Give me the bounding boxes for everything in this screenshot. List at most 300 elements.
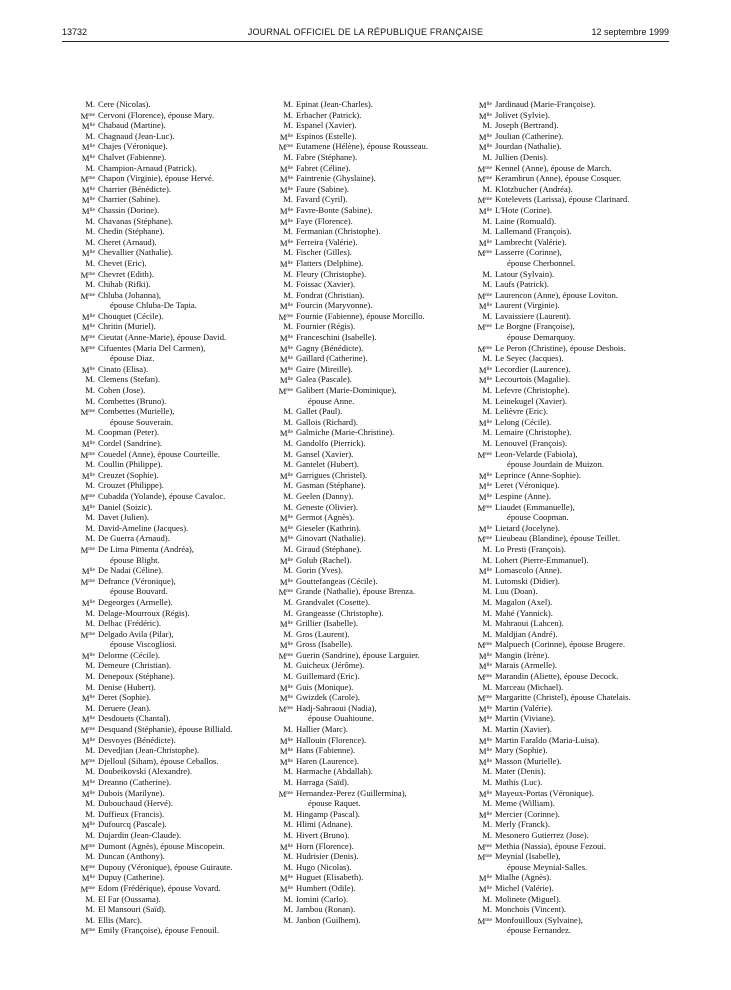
- civility-title: M.: [85, 607, 95, 618]
- civility-title: $M^{lle}$: [478, 714, 492, 725]
- person-name: Hallier (Marc).: [296, 724, 349, 735]
- person-name: Jolivet (Sylvie).: [495, 109, 550, 120]
- person-name: Dujardin (Jean-Claude).: [98, 829, 182, 840]
- list-item: [80, 862, 232, 873]
- person-name: Chabaud (Martine).: [98, 120, 166, 131]
- person-name: Laine (Romuald).: [495, 215, 557, 226]
- civility-title: M.: [482, 829, 492, 840]
- list-item: [278, 586, 428, 597]
- person-name: Michel (Valérie).: [495, 882, 554, 893]
- person-name: Marceau (Michael).: [495, 681, 564, 692]
- list-item: [278, 629, 428, 640]
- list-item: [80, 269, 232, 280]
- married-name: épouse Raquet.: [308, 798, 361, 809]
- civility-title: $M^{lle}$: [81, 311, 95, 322]
- list-item: [278, 163, 428, 174]
- person-name: Kennel (Anne), épouse de March.: [495, 162, 612, 173]
- person-name: Espanel (Xavier).: [296, 120, 357, 131]
- person-name: Gaillard (Catherine).: [296, 353, 368, 364]
- person-name: Dubois (Marilyne).: [98, 787, 165, 798]
- civility-title: $M^{lle}$: [478, 661, 492, 672]
- married-name: épouse Viscogliosi.: [110, 639, 177, 650]
- civility-title: $M^{lle}$: [81, 778, 95, 788]
- person-name: Eutamene (Hélène), épouse Rousseau.: [296, 141, 428, 152]
- civility-title: $M^{me}$: [477, 672, 492, 683]
- person-name: Marais (Armelle).: [495, 660, 558, 671]
- civility-title: $M^{lle}$: [478, 883, 492, 894]
- list-item: [80, 247, 232, 258]
- person-name: Desdouets (Chantal).: [98, 713, 171, 724]
- civility-title: $M^{lle}$: [478, 650, 492, 661]
- person-name: Dufourcq (Pascale).: [98, 819, 167, 830]
- person-name: Grande (Nathalie), épouse Brenza.: [296, 586, 416, 597]
- list-item: [80, 925, 232, 936]
- person-name: Espinos (Estelle).: [296, 130, 357, 141]
- list-item: [80, 904, 232, 915]
- list-item: [278, 692, 428, 703]
- person-name: Klotzbucher (Andréa).: [495, 183, 573, 194]
- civility-title: $M^{me}$: [80, 841, 95, 852]
- civility-title: $M^{me}$: [477, 195, 492, 206]
- civility-title: M.: [482, 596, 492, 607]
- civility-title: $M^{lle}$: [81, 152, 95, 163]
- person-name: Jardinaud (Marie-Françoise).: [495, 99, 596, 109]
- list-item: [80, 703, 232, 714]
- person-name: Fischer (Gilles).: [296, 247, 352, 258]
- person-name: Chevret (Edith).: [98, 268, 154, 279]
- civility-title: M.: [85, 671, 95, 682]
- list-item: [278, 608, 428, 619]
- civility-title: $M^{lle}$: [478, 110, 492, 121]
- list-item: [80, 449, 232, 460]
- list-item: [278, 364, 428, 375]
- person-name: Hugo (Nicolas).: [296, 861, 352, 872]
- person-name: Cieutat (Anne-Marie), épouse David.: [98, 332, 227, 343]
- list-item: [477, 586, 631, 597]
- list-item: [477, 110, 631, 121]
- civility-title: $M^{lle}$: [81, 873, 95, 884]
- list-item: [278, 321, 428, 332]
- list-item: [80, 766, 232, 777]
- person-name: Hudrisier (Denis).: [296, 851, 359, 862]
- married-name: épouse Coopman.: [507, 512, 569, 523]
- list-item: [80, 491, 232, 502]
- person-name: Fleury (Christophe).: [296, 268, 367, 279]
- civility-title: $M^{lle}$: [279, 163, 293, 174]
- person-name: Lambrecht (Valérie).: [495, 236, 567, 247]
- civility-title: $M^{me}$: [80, 576, 95, 587]
- civility-title: $M^{lle}$: [478, 481, 492, 492]
- person-name: Liaudet (Emmanuelle),: [495, 501, 575, 512]
- person-name: Emily (Françoise), épouse Fenouil.: [98, 925, 220, 936]
- civility-title: M.: [482, 575, 492, 586]
- civility-title: $M^{lle}$: [279, 470, 293, 481]
- list-item: [477, 798, 631, 809]
- civility-title: M.: [85, 766, 95, 777]
- civility-title: M.: [283, 628, 293, 639]
- list-item: [278, 777, 428, 788]
- civility-title: $M^{lle}$: [81, 322, 95, 333]
- list-item: [80, 777, 232, 788]
- person-name: Joulian (Catherine).: [495, 130, 564, 141]
- list-item: [278, 427, 428, 438]
- person-name: Delbac (Frédéric).: [98, 618, 161, 629]
- list-item: [477, 830, 631, 841]
- list-item: [80, 480, 232, 491]
- person-name: Hadj-Sahraoui (Nadia),: [296, 702, 377, 713]
- civility-title: $M^{me}$: [80, 883, 95, 894]
- list-item: [278, 385, 428, 396]
- list-item: [80, 321, 232, 332]
- civility-title: M.: [482, 724, 492, 735]
- person-name: Flatters (Delphine).: [296, 257, 364, 268]
- civility-title: $M^{lle}$: [478, 703, 492, 714]
- married-name: épouse Blight.: [110, 554, 160, 565]
- list-item: [80, 798, 232, 809]
- married-name: épouse Souverain.: [110, 416, 174, 427]
- list-item: [278, 618, 428, 629]
- civility-title: $M^{lle}$: [81, 121, 95, 132]
- person-name: Delorme (Cécile).: [98, 649, 161, 660]
- person-name: Mercier (Corinne).: [495, 808, 560, 819]
- person-name: Favre-Bonte (Sabine).: [296, 204, 373, 215]
- civility-title: M.: [482, 120, 492, 131]
- person-name: Faure (Sabine).: [296, 183, 349, 194]
- married-name: épouse Ouahioune.: [308, 713, 374, 724]
- list-item: [477, 819, 631, 830]
- civility-title: M.: [482, 554, 492, 565]
- civility-title: M.: [283, 766, 293, 777]
- person-name: Gross (Isabelle).: [296, 639, 353, 650]
- list-item: [278, 438, 428, 449]
- civility-title: M.: [85, 459, 95, 470]
- person-name: Davet (Julien).: [98, 512, 150, 523]
- civility-title: M.: [85, 522, 95, 533]
- civility-title: $M^{lle}$: [478, 417, 492, 428]
- list-item: [278, 671, 428, 682]
- person-name: Chevet (Eric).: [98, 257, 147, 268]
- list-item: [477, 735, 631, 746]
- list-item: [278, 480, 428, 491]
- list-item: [278, 639, 428, 650]
- list-item: [278, 258, 428, 269]
- civility-title: M.: [482, 406, 492, 417]
- person-name: Chalvet (Fabienne).: [98, 151, 167, 162]
- list-item: [278, 141, 428, 152]
- civility-title: $M^{me}$: [477, 174, 492, 185]
- list-item: [80, 512, 232, 523]
- civility-title: M.: [283, 671, 293, 682]
- list-item: [477, 247, 631, 258]
- person-name: Mary (Sophie).: [495, 745, 548, 756]
- person-name: David-Ameline (Jacques).: [98, 522, 189, 533]
- civility-title: M.: [85, 162, 95, 173]
- person-name: Chapon (Virginie), épouse Hervé.: [98, 173, 215, 184]
- civility-title: M.: [85, 851, 95, 862]
- person-name: Degeorges (Armelle).: [98, 596, 173, 607]
- list-item: [80, 650, 232, 661]
- person-name: Fournie (Fabienne), épouse Morcillo.: [296, 310, 425, 321]
- list-item: [477, 406, 631, 417]
- person-name: Chritin (Muriel).: [98, 321, 156, 332]
- civility-title: $M^{lle}$: [81, 597, 95, 608]
- list-item: [477, 427, 631, 438]
- person-name: Malpuech (Corinne), épouse Brugere.: [495, 639, 626, 650]
- person-name: Meme (William).: [495, 798, 555, 809]
- person-name: Lavaissiere (Laurent).: [495, 310, 571, 321]
- list-item: [80, 131, 232, 142]
- person-name: Fondrat (Christian).: [296, 289, 365, 300]
- civility-title: M.: [85, 893, 95, 904]
- list-item: [80, 915, 232, 926]
- person-name: Duncan (Anthony).: [98, 851, 165, 862]
- civility-title: M.: [85, 395, 95, 406]
- civility-title: M.: [283, 99, 293, 109]
- civility-title: $M^{lle}$: [81, 184, 95, 195]
- person-name: Dupouy (Véronique), épouse Guiraute.: [98, 861, 233, 872]
- header-rule: [62, 41, 669, 42]
- person-name: Galibert (Marie-Dominique),: [296, 385, 397, 396]
- list-item: [477, 226, 631, 237]
- person-name: Guis (Monique).: [296, 681, 354, 692]
- civility-title: $M^{me}$: [477, 502, 492, 513]
- person-name: Latour (Sylvain).: [495, 268, 555, 279]
- civility-title: $M^{lle}$: [478, 746, 492, 757]
- civility-title: $M^{lle}$: [279, 873, 293, 884]
- list-item: [80, 184, 232, 195]
- person-name: Charrier (Sabine).: [98, 194, 161, 205]
- list-item: [477, 364, 631, 375]
- civility-title: $M^{lle}$: [279, 258, 293, 269]
- list-item: [80, 258, 232, 269]
- person-name: Harmache (Abdallah).: [296, 766, 373, 777]
- civility-title: M.: [482, 215, 492, 226]
- civility-title: $M^{lle}$: [81, 248, 95, 259]
- civility-title: M.: [283, 321, 293, 332]
- list-item: [80, 894, 232, 905]
- list-item: [80, 110, 232, 121]
- list-item: [477, 533, 631, 544]
- civility-title: $M^{me}$: [80, 862, 95, 873]
- civility-title: M.: [482, 798, 492, 809]
- list-item: [477, 396, 631, 407]
- person-name: Lefevre (Christophe).: [495, 385, 570, 396]
- person-name: Guillemard (Eric).: [296, 671, 360, 682]
- civility-title: M.: [283, 501, 293, 512]
- list-item: [80, 629, 232, 640]
- name-column-2: [278, 99, 428, 925]
- person-name: Gantelet (Hubert).: [296, 459, 359, 470]
- civility-title: M.: [482, 268, 492, 279]
- list-item: [477, 597, 631, 608]
- person-name: Gansel (Xavier).: [296, 448, 354, 459]
- list-item: [278, 597, 428, 608]
- person-name: Cohen (Jose).: [98, 385, 146, 396]
- person-name: Charrier (Bénédicte).: [98, 183, 172, 194]
- person-name: Le Seyec (Jacques).: [495, 353, 564, 364]
- list-item: [477, 618, 631, 629]
- civility-title: M.: [283, 851, 293, 862]
- person-name: Fabret (Céline).: [296, 162, 351, 173]
- person-name: Martin Faraldo (Maria-Luisa).: [495, 734, 600, 745]
- list-item: [278, 279, 428, 290]
- civility-title: $M^{lle}$: [478, 205, 492, 216]
- civility-title: $M^{me}$: [477, 915, 492, 926]
- list-item: [278, 205, 428, 216]
- person-name: Monfouilloux (Sylvaine),: [495, 914, 583, 925]
- list-item: [278, 406, 428, 417]
- civility-title: $M^{lle}$: [279, 756, 293, 767]
- list-item: [80, 332, 232, 343]
- civility-title: $M^{lle}$: [81, 470, 95, 481]
- list-item: [477, 639, 631, 650]
- civility-title: M.: [85, 745, 95, 756]
- person-name: Lelièvre (Eric).: [495, 406, 548, 417]
- person-name: Luu (Doan).: [495, 586, 538, 597]
- list-item: [278, 809, 428, 820]
- person-name: Lelong (Cécile).: [495, 416, 552, 427]
- person-name: Geelen (Danny).: [296, 490, 354, 501]
- civility-title: $M^{me}$: [80, 110, 95, 121]
- list-item: [477, 724, 631, 735]
- list-item: [278, 819, 428, 830]
- list-item: [477, 544, 631, 555]
- civility-title: M.: [283, 226, 293, 237]
- person-name: Desvoyes (Bénédicte).: [98, 734, 176, 745]
- person-name: Denise (Hubert).: [98, 681, 156, 692]
- person-name: Faintrenie (Ghyslaine).: [296, 173, 376, 184]
- civility-title: M.: [85, 257, 95, 268]
- list-item: [278, 862, 428, 873]
- married-name: épouse Anne.: [308, 395, 355, 406]
- civility-title: $M^{lle}$: [279, 693, 293, 704]
- person-name: Hernandez-Perez (Guillermina),: [296, 787, 407, 798]
- person-name: Deruere (Jean).: [98, 702, 151, 713]
- person-name: Dumont (Agnès), épouse Miscopein.: [98, 840, 225, 851]
- civility-title: $M^{lle}$: [279, 555, 293, 566]
- civility-title: $M^{me}$: [278, 703, 293, 714]
- list-item: [278, 851, 428, 862]
- person-name: Leprince (Anne-Sophie).: [495, 469, 581, 480]
- list-item: [278, 650, 428, 661]
- list-item: [278, 120, 428, 131]
- person-name: Grillier (Isabelle).: [296, 618, 359, 629]
- person-name: Grandvalet (Cosette).: [296, 596, 370, 607]
- person-name: Lieubeau (Blandine), épouse Teillet.: [495, 533, 620, 544]
- list-item: [278, 745, 428, 756]
- person-name: Maldjian (André).: [495, 628, 558, 639]
- list-item: [278, 724, 428, 735]
- list-item: [477, 353, 631, 364]
- person-name: Mahé (Yannick).: [495, 607, 553, 618]
- civility-title: $M^{lle}$: [279, 131, 293, 142]
- civility-title: M.: [482, 586, 492, 597]
- person-name: Guicheux (Jérôme).: [296, 660, 365, 671]
- list-item: [278, 470, 428, 481]
- list-item: [80, 152, 232, 163]
- civility-title: $M^{lle}$: [279, 513, 293, 524]
- list-item: [278, 332, 428, 343]
- person-name: Dupuy (Catherine).: [98, 872, 165, 883]
- civility-title: M.: [283, 819, 293, 830]
- person-name: Molinete (Miguel).: [495, 893, 561, 904]
- list-item: [477, 385, 631, 396]
- list-item: [80, 290, 232, 301]
- list-item: [80, 141, 232, 152]
- civility-title: $M^{lle}$: [81, 650, 95, 661]
- list-item: [80, 120, 232, 131]
- civility-title: $M^{me}$: [80, 343, 95, 354]
- person-name: Galmiche (Marie-Christine).: [296, 427, 395, 438]
- person-name: Gros (Laurent).: [296, 628, 350, 639]
- list-item: [477, 851, 631, 862]
- civility-title: M.: [283, 459, 293, 470]
- person-name: Lasserre (Corinne),: [495, 247, 562, 258]
- person-name: Chihab (Rifki).: [98, 279, 151, 290]
- person-name: Le Peron (Christine), épouse Desbois.: [495, 342, 626, 353]
- list-item: [80, 385, 232, 396]
- person-name: Janbon (Guilhem).: [296, 914, 361, 925]
- civility-title: $M^{me}$: [278, 788, 293, 799]
- list-item: [477, 480, 631, 491]
- list-item: [278, 374, 428, 385]
- civility-title: M.: [482, 226, 492, 237]
- person-name: Masson (Murielle).: [495, 755, 562, 766]
- person-name: Monchois (Vincent).: [495, 904, 567, 915]
- person-name: Lenouvel (François).: [495, 438, 568, 448]
- list-item: [80, 396, 232, 407]
- list-item: [477, 237, 631, 248]
- list-item: [80, 533, 232, 544]
- civility-title: $M^{me}$: [477, 534, 492, 545]
- civility-title: $M^{me}$: [80, 269, 95, 280]
- civility-title: $M^{me}$: [278, 386, 293, 397]
- civility-title: M.: [85, 385, 95, 396]
- list-item: [278, 915, 428, 926]
- list-item: [278, 544, 428, 555]
- person-name: Lecordier (Laurence).: [495, 363, 571, 374]
- list-item: [278, 830, 428, 841]
- person-name: L'Hote (Corine).: [495, 204, 552, 215]
- person-name: Meynial (Isabelle),: [495, 851, 561, 862]
- list-item: [477, 629, 631, 640]
- civility-title: $M^{me}$: [80, 544, 95, 555]
- list-item: [80, 576, 232, 587]
- person-name: Laurent (Virginie).: [495, 300, 560, 311]
- person-name: Gaire (Mireille).: [296, 363, 353, 374]
- civility-title: $M^{lle}$: [478, 364, 492, 375]
- person-name: Doubeikovski (Alexandre).: [98, 766, 193, 777]
- person-name: Gouttefangeas (Cécile).: [296, 575, 378, 586]
- married-name: épouse Cherbonnel.: [507, 257, 576, 268]
- list-item: [477, 766, 631, 777]
- person-name: Lohert (Pierre-Emmanuel).: [495, 554, 589, 565]
- list-item: [80, 523, 232, 534]
- civility-title: $M^{me}$: [477, 640, 492, 651]
- person-name: Jourdan (Nathalie).: [495, 141, 562, 152]
- list-item: [477, 713, 631, 724]
- list-item: [278, 735, 428, 746]
- civility-title: M.: [482, 151, 492, 162]
- person-name: Mater (Denis).: [495, 766, 546, 777]
- civility-title: M.: [283, 861, 293, 872]
- person-name: Merly (Franck).: [495, 819, 550, 830]
- person-name: Gorin (Yves).: [296, 565, 343, 576]
- civility-title: M.: [482, 893, 492, 904]
- person-name: El Mansouri (Saïd).: [98, 904, 167, 915]
- civility-title: $M^{lle}$: [478, 735, 492, 746]
- civility-title: $M^{lle}$: [81, 142, 95, 153]
